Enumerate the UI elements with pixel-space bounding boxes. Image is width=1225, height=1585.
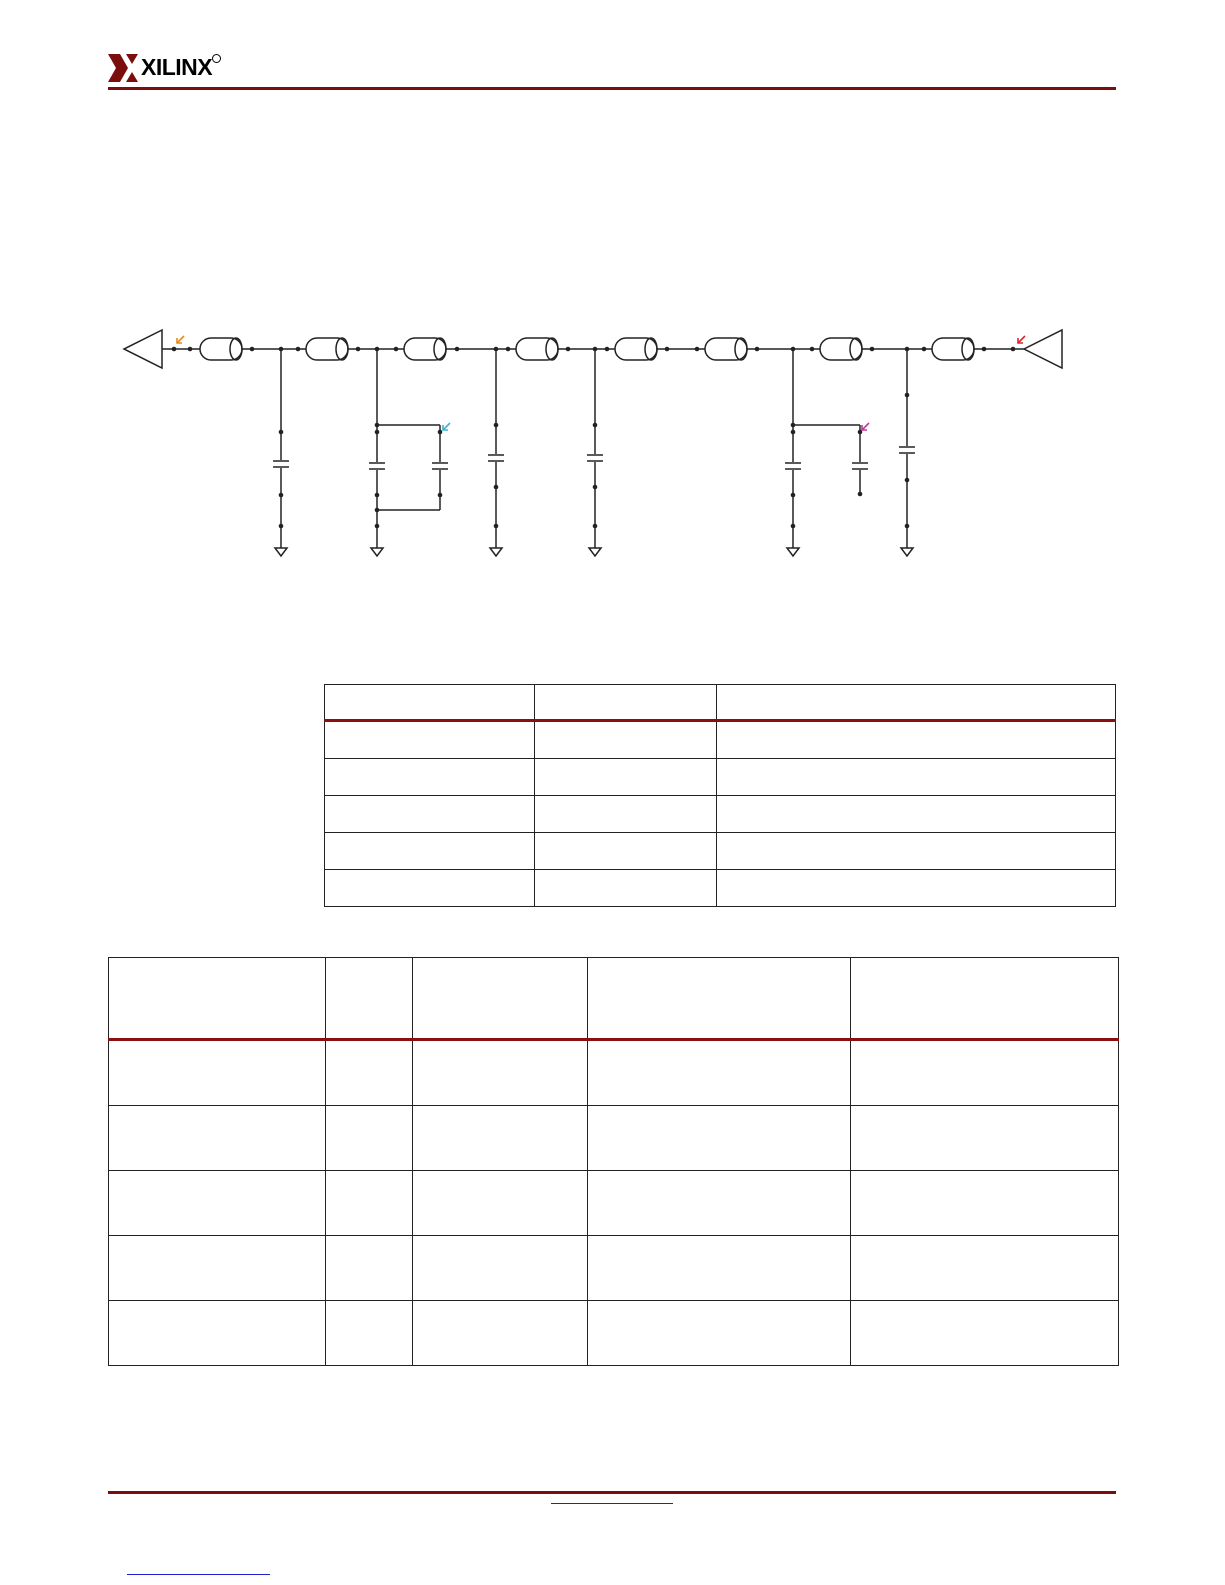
table-cell	[587, 1106, 851, 1171]
tline-6	[705, 338, 747, 360]
table-cell	[716, 721, 1116, 759]
table-row	[325, 833, 1116, 870]
table-row	[325, 870, 1116, 907]
table-cell	[412, 1171, 587, 1236]
table-cell	[325, 958, 412, 1040]
driver-triangle-left	[124, 330, 162, 368]
table-cell	[325, 833, 535, 870]
table-cell	[412, 1106, 587, 1171]
probe-marker-orange-icon	[177, 336, 184, 343]
header-rule	[108, 87, 1116, 90]
table-cell	[716, 759, 1116, 796]
footer-link[interactable]	[551, 1503, 673, 1504]
table-cell	[109, 1171, 326, 1236]
table-cell	[851, 1301, 1119, 1366]
table-row	[325, 721, 1116, 759]
table-row	[109, 1236, 1119, 1301]
table-cell	[325, 759, 535, 796]
table-cell	[534, 833, 716, 870]
tline-7	[820, 338, 862, 360]
table-cell	[412, 1301, 587, 1366]
table-cell	[587, 1236, 851, 1301]
table-cell	[851, 1040, 1119, 1106]
table-cell	[587, 1301, 851, 1366]
table-cell	[534, 870, 716, 907]
parameter-table	[324, 684, 1116, 907]
table-cell	[325, 870, 535, 907]
results-table	[108, 957, 1119, 1366]
table-row	[325, 759, 1116, 796]
footer-rule	[108, 1491, 1116, 1494]
table-cell	[716, 685, 1116, 721]
table-cell	[109, 1040, 326, 1106]
table-cell	[534, 796, 716, 833]
table-cell	[534, 759, 716, 796]
table-row	[109, 1171, 1119, 1236]
table-cell	[587, 1171, 851, 1236]
tline-8	[932, 338, 974, 360]
tline-1	[200, 338, 242, 360]
table-cell	[534, 685, 716, 721]
table-row	[109, 1040, 1119, 1106]
table-cell	[716, 796, 1116, 833]
table-header-row	[325, 685, 1116, 721]
table-cell	[534, 721, 716, 759]
table-row	[109, 1301, 1119, 1366]
table-cell	[412, 1236, 587, 1301]
xilinx-logo-icon	[108, 52, 140, 84]
table-row	[325, 796, 1116, 833]
table-cell	[716, 833, 1116, 870]
table-cell	[109, 1106, 326, 1171]
table-cell	[851, 1236, 1119, 1301]
table-cell	[109, 1236, 326, 1301]
table-cell	[325, 1301, 412, 1366]
table-cell	[412, 958, 587, 1040]
table-header-row	[109, 958, 1119, 1040]
table-cell	[412, 1040, 587, 1106]
schematic-diagram	[100, 310, 1080, 580]
table-cell	[851, 958, 1119, 1040]
receiver-triangle-right	[1024, 330, 1062, 368]
table-row	[109, 1106, 1119, 1171]
tline-3	[404, 338, 446, 360]
table-cell	[325, 721, 535, 759]
table-cell	[325, 796, 535, 833]
table-cell	[587, 1040, 851, 1106]
table-cell	[109, 958, 326, 1040]
table-cell	[325, 685, 535, 721]
probe-marker-red-icon	[1018, 336, 1025, 343]
probe-marker-cyan-icon	[443, 423, 450, 430]
registered-mark-icon	[212, 54, 221, 63]
tline-5	[615, 338, 657, 360]
table-cell	[325, 1040, 412, 1106]
table-cell	[587, 958, 851, 1040]
xilinx-logo	[108, 52, 238, 84]
table-cell	[325, 1171, 412, 1236]
footer-link-secondary[interactable]	[127, 1574, 270, 1575]
table-cell	[109, 1301, 326, 1366]
tline-2	[306, 338, 348, 360]
table-cell	[716, 870, 1116, 907]
shunt-branch-2	[369, 349, 448, 556]
table-cell	[851, 1106, 1119, 1171]
table-cell	[325, 1236, 412, 1301]
logo-wordmark: XILINX	[141, 54, 213, 80]
tline-4	[516, 338, 558, 360]
probe-marker-magenta-icon	[862, 423, 869, 430]
table-cell	[325, 1106, 412, 1171]
shunt-branch-5	[785, 349, 868, 556]
table-cell	[851, 1171, 1119, 1236]
